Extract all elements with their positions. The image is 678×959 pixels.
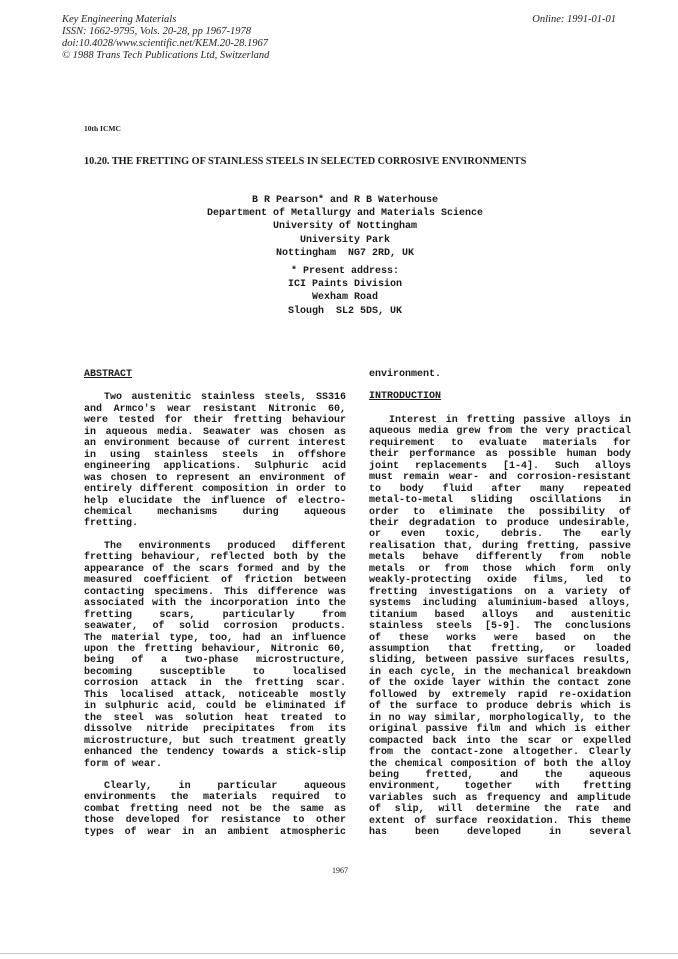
author-block [84,194,606,260]
text-line: assumption that fretting, or loaded [369,643,631,655]
author-city: Nottingham NG7 2RD, UK [275,247,415,259]
scan-edge-line [0,953,678,954]
text-line: variables such as frequency and amplitude [369,792,631,804]
online-date: Online: 1991-01-01 [532,14,616,25]
text-line: were tested for their fretting behaviour [84,415,346,427]
copyright-line: © 1988 Trans Tech Publications Ltd, Switzerland [62,50,270,61]
text-line: realisation that, during fretting, passive [369,540,631,552]
text-line: The material type, too, had an influence [84,632,346,644]
present-address-label: * Present address: [290,266,400,277]
text-line: corrosion attack in the fretting scar. [84,678,346,690]
conference-label: 10th ICMC [84,124,121,133]
text-line: has been developed in several [369,827,631,839]
text-line: The environments produced different [104,540,346,552]
text-line: extent of surface reoxidation. This theme [369,815,631,827]
text-line: chemical mechanisms during aqueous [84,506,346,518]
author-names: B R Pearson* and R B Waterhouse [251,195,439,206]
present-address-org: ICI Paints Division [287,279,403,291]
text-line: stainless steels [5-9]. The conclusions [369,621,631,633]
text-line: metal-to-metal sliding oscillations in [369,495,631,507]
text-line: the steel was solution heat treated to [84,712,346,724]
text-line: Two austenitic stainless steels, SS316 [104,392,346,404]
text-line: This localised attack, noticeable mostly [84,689,346,701]
text-line: form of wear. [84,758,163,770]
text-line: of the oxide layer within the contact zone [369,678,631,690]
text-line: entirely different composition in order to [84,484,346,496]
text-line: order to eliminate the possibility of [369,506,631,518]
text-line: in sulphuric acid, could be eliminated if [84,701,346,713]
text-line: in no way similar, morphologically, to the [369,712,631,724]
text-line: followed by extremely rapid re-oxidation [369,689,631,701]
page-number: 1967 [332,866,348,875]
text-line: combat fretting need not be the same as [84,803,346,815]
text-line: in aqueous media. Seawater was chosen as [84,426,346,438]
text-line: sliding, between passive surfaces results, [369,655,631,667]
paper-title: 10.20. THE FRETTING OF STAINLESS STEELS IN SELECTED CORROSIVE ENVIRONMENTS [84,156,527,167]
text-line: being fretted, and the aqueous [369,769,631,781]
text-line: Clearly, in particular aqueous [104,780,346,792]
text-line: and Armco's wear resistant Nitronic 60, [84,403,346,415]
text-line: microstructure, but such treatment greatly [84,735,346,747]
text-line: original passive film and which is either [369,724,631,736]
text-line: dissolve nitride precipitates from its [84,724,346,736]
introduction-paragraph [369,415,631,839]
text-line: metals or from those which form only [369,563,631,575]
text-line: environment, together with fretting [369,781,631,793]
present-address-road: Wexham Road [311,292,378,304]
abstract-paragraph-3 [84,781,346,838]
present-address-block [84,265,606,318]
text-line: their performance as possible human body [369,449,631,461]
left-column [84,369,346,849]
text-line: metals behave differently from noble [369,552,631,564]
text-line: measured coefficient of friction between [84,575,346,587]
issn-line: ISSN: 1662-9795, Vols. 20-28, pp 1967-1978 [62,26,251,37]
continuation-text: environment. [369,369,442,380]
present-address-city: Slough SL2 5DS, UK [287,305,403,317]
text-line: compacted back into the scar or expelled [369,735,631,747]
text-line: associated with the incorporation into the [84,598,346,610]
text-line: types of wear in an ambient atmospheric [84,826,346,838]
author-department: Department of Metallurgy and Materials Science [206,208,484,220]
text-line: those developed for resistance to other [84,815,346,827]
author-park: University Park [299,234,390,246]
text-line: Interest in fretting passive alloys in [389,414,631,426]
text-line: help elucidate the influence of electro- [84,495,346,507]
abstract-heading: ABSTRACT [84,369,133,380]
text-line: becoming susceptible to localised [84,666,346,678]
text-line: of slip, will determine the rate and [369,804,631,816]
text-line: engineering applications. Sulphuric acid [84,461,346,473]
text-line: their degradation to produce undesirable, [369,517,631,529]
text-line: fretting behaviour, reflected both by the [84,552,346,564]
doi-line: doi:10.4028/www.scientific.net/KEM.20-28.1967 [62,38,268,49]
text-line: seawater, of solid corrosion products. [84,621,346,633]
abstract-paragraph-1 [84,392,346,529]
text-line: fretting. [84,518,139,530]
text-line: aqueous media grew from the very practical [369,426,631,438]
citation-header [62,14,269,62]
text-line: fretting scars, particularly from [84,609,346,621]
author-university: University of Nottingham [272,221,418,233]
text-line: was chosen to represent an environment of [84,472,346,484]
text-line: of the surface to produce debris which is [369,701,631,713]
journal-name: Key Engineering Materials [62,14,177,25]
text-line: upon the fretting behaviour, Nitronic 60, [84,643,346,655]
text-line: or even toxic, debris. The early [369,529,631,541]
abstract-paragraph-2 [84,541,346,770]
text-line: in each cycle, in the mechanical breakdown [369,666,631,678]
text-line: must remain wear- and corrosion-resistant [369,472,631,484]
text-line: from the contact-zone altogether. Clearly [369,747,631,759]
text-line: requirement to evaluate materials for [369,437,631,449]
text-line: in using stainless steels in offshore [84,449,346,461]
text-line: systems including aluminium-based alloys, [369,598,631,610]
text-line: environments the materials required to [84,792,346,804]
text-line: appearance of the scars formed and by the [84,563,346,575]
text-line: enhanced the tendency towards a stick-slip [84,747,346,759]
text-line: contacting specimens. This difference was [84,586,346,598]
right-column [369,369,631,850]
text-line: an environment because of current interest [84,438,346,450]
text-line: titanium based alloys and austenitic [369,609,631,621]
text-line: of these works were based on the [369,632,631,644]
text-line: being of a two-phase microstructure, [84,655,346,667]
text-line: the chemical composition of both the alloy [369,758,631,770]
text-line: to body fluid after many repeated [369,483,631,495]
introduction-heading: INTRODUCTION [369,391,442,403]
text-line: joint replacements [1-4]. Such alloys [369,460,631,472]
text-line: weakly-protecting oxide films, led to [369,575,631,587]
text-line: fretting investigations on a variety of [369,586,631,598]
